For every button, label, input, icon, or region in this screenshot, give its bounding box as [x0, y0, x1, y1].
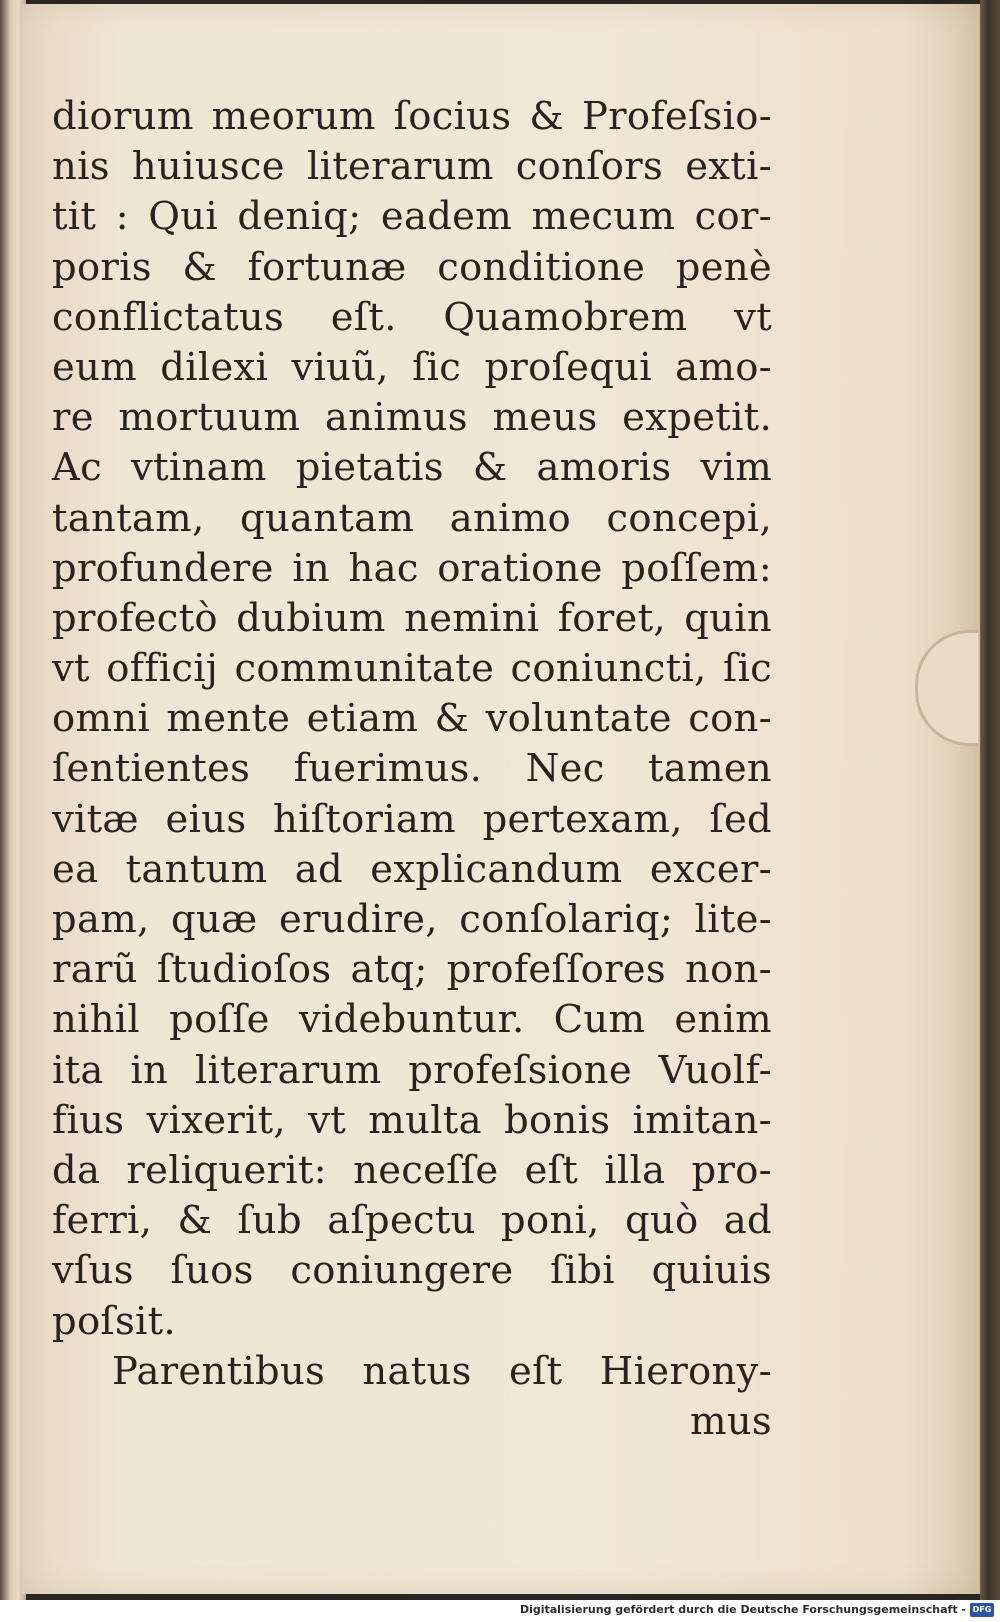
text-line: pam, quæ erudire, conſolariq; lite-	[52, 897, 772, 942]
text-line: profundere in hac oratione poſſem:	[52, 545, 772, 591]
text-line: rarũ ſtudioſos atq; profeſſores non-	[52, 947, 772, 993]
text-line: nihil poſſe videbuntur. Cum enim	[52, 997, 772, 1043]
dfg-logo: DFG	[970, 1603, 994, 1617]
funding-credit: Digitalisierung gefördert durch die Deutsche Forschungsgemeinschaft -	[519, 1603, 966, 1616]
text-line: nis huiusce literarum conſors exti-	[52, 144, 772, 190]
text-line: ferri, & ſub aſpectu poni, quò ad	[52, 1198, 772, 1244]
text-line: da reliquerit: neceſſe eſt illa pro-	[52, 1147, 772, 1193]
text-line: diorum meorum ſocius & Profeſsio-	[52, 94, 772, 139]
text-line: ſentientes fuerimus. Nec tamen	[52, 746, 772, 792]
text-line: fius vixerit, vt multa bonis imitan-	[52, 1097, 772, 1143]
text-line: tit : Qui deniq; eadem mecum cor-	[52, 194, 772, 240]
text-line: tantam, quantam animo concepi,	[52, 495, 772, 541]
text-line: profectò dubium nemini foret, quin	[52, 595, 772, 641]
text-line: Ac vtinam pietatis & amoris vim	[52, 445, 772, 491]
text-line: poſsit.	[52, 1298, 176, 1344]
text-line: vt officij communitate coniuncti, ſic	[52, 646, 772, 692]
page-text	[52, 92, 772, 1447]
text-line: ita in literarum profeſsione Vuolf-	[52, 1047, 772, 1093]
text-line: conflictatus eſt. Quamobrem vt	[52, 294, 772, 340]
text-line: Parentibus natus eſt Hierony-	[112, 1348, 772, 1394]
text-line: vſus ſuos coniungere ſibi quiuis	[52, 1248, 772, 1294]
text-line: poris & fortunæ conditione penè	[52, 244, 772, 290]
text-line: ea tantum ad explicandum excer-	[52, 846, 772, 892]
text-line: vitæ eius hiſtoriam pertexam, ſed	[52, 796, 772, 842]
book-cover-edge	[980, 0, 1000, 1600]
text-line: omni mente etiam & voluntate con-	[52, 696, 772, 742]
text-line: re mortuum animus meus expetit.	[52, 395, 772, 441]
catchword: mus	[690, 1398, 772, 1444]
text-line: eum dilexi viuũ, ſic proſequi amo-	[52, 344, 772, 390]
footer-bar	[0, 1600, 1000, 1622]
